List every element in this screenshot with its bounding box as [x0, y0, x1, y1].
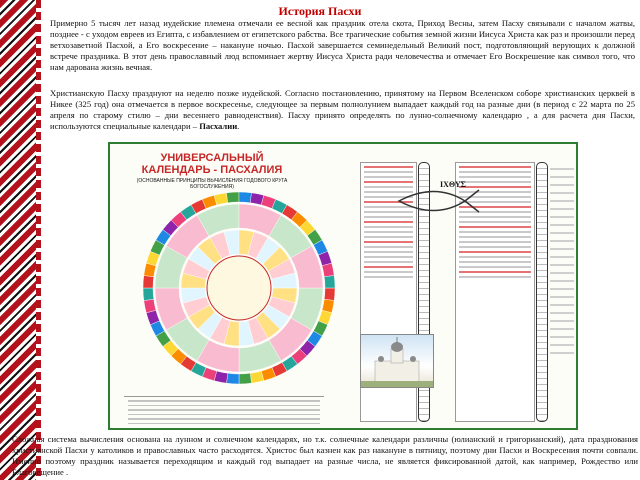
calendar-wheel — [124, 188, 354, 388]
paragraph-end-punct: . — [237, 121, 240, 131]
wheel-outer-segment — [226, 373, 239, 384]
wheel-outer-segment — [214, 193, 228, 205]
poster-subtitle: (ОСНОВАННЫЕ ПРИНЦИПЫ ВЫЧИСЛЕНИЯ ГОДОВОГО КРУГА БОГОСЛУЖЕНИЯ) — [136, 178, 288, 190]
wheel-outer-segment — [324, 288, 335, 301]
universal-calendar-poster — [108, 142, 578, 430]
wheel-outer-segment — [226, 192, 239, 203]
wheel-outer-segment — [250, 371, 264, 383]
paragraph-history: Примерно 5 тысяч лет назад иудейские племена отмечали ее весной как праздник отела скота, Приход Весны, затем Пасху связывали с началом жатвы, позднее - с уходом евреев из Египта, с избавлением от египетского рабства. Все трагические события земной жизни Иисуса Христа как раз и произошли перед ветхозаветной Пасхой, а Его воскресение – накануне ночью. Пасхой завершается семинедельный Великий пост, подготовляющий верующих к должной встрече праздника. В этот день православный люд вспоминает жертву Иисуса Христа ради человечества и отмечает Его Воскрешение как символ того, что нам дарована жизнь вечная. — [50, 18, 635, 72]
wheel-outer-segment — [143, 288, 154, 301]
calendar-notes — [548, 162, 576, 420]
poster-title-line1: УНИВЕРСАЛЬНЫЙ — [160, 152, 264, 164]
paschalia-term: Пасхалии — [199, 121, 238, 131]
calendar-track-right — [536, 162, 548, 422]
wheel-outer-segment — [143, 275, 154, 288]
wheel-outer-segment — [239, 192, 252, 203]
page-title: История Пасхи — [278, 4, 362, 18]
paragraph-easter-date-text: Христианскую Пасху празднуют на неделю позже иудейской. Согласно постановлению, принятому на Первом Вселенском соборе христианских церквей в Никее (325 год) она отмечается в первое воскресенье, следующее за первым полнолунием выпадает каждый год на разные дни (в период с 22 марта по 25 апреля по старому стилю – дни весеннего равноденствия). Пасху принято определять по лунно-солнечному календарю , а для расчета дня Пасхи, используются специальные календари – — [50, 88, 635, 131]
instructions-block — [124, 396, 324, 429]
church-photo — [360, 334, 434, 388]
wheel-outer-segment — [324, 275, 335, 288]
ichthys-label: ΙΧΘΥΣ — [440, 180, 466, 189]
wheel-outer-segment — [239, 373, 252, 384]
wheel-outer-segment — [322, 263, 334, 277]
paragraph-calculation: Сложная система вычисления основана на лунном и солнечном календарях, но т.к. солнечные календари различны (юлианский и григорианский), дата празднования христианской Пасхи у католиков и православных часто расходятся. Христос был казнен как раз накануне в пятницу, поэтому дни Пасхи и Воскресения почти совпали. Именно поэтому праздник называется переходящим и каждый год выпадает на разные числа, не является фиксированной датой, как например, Рождество или Благовещение . — [12, 434, 638, 477]
wheel-outer-segment — [144, 299, 156, 313]
poster-title — [122, 152, 302, 176]
ornamental-border — [0, 0, 36, 480]
ornamental-border-inner — [36, 0, 41, 480]
ichthys-fish-icon — [395, 184, 483, 218]
poster-title-line2: КАЛЕНДАРЬ - ПАСХАЛИЯ — [141, 164, 283, 176]
paragraph-easter-date — [50, 88, 635, 132]
wheel-center — [207, 256, 271, 320]
